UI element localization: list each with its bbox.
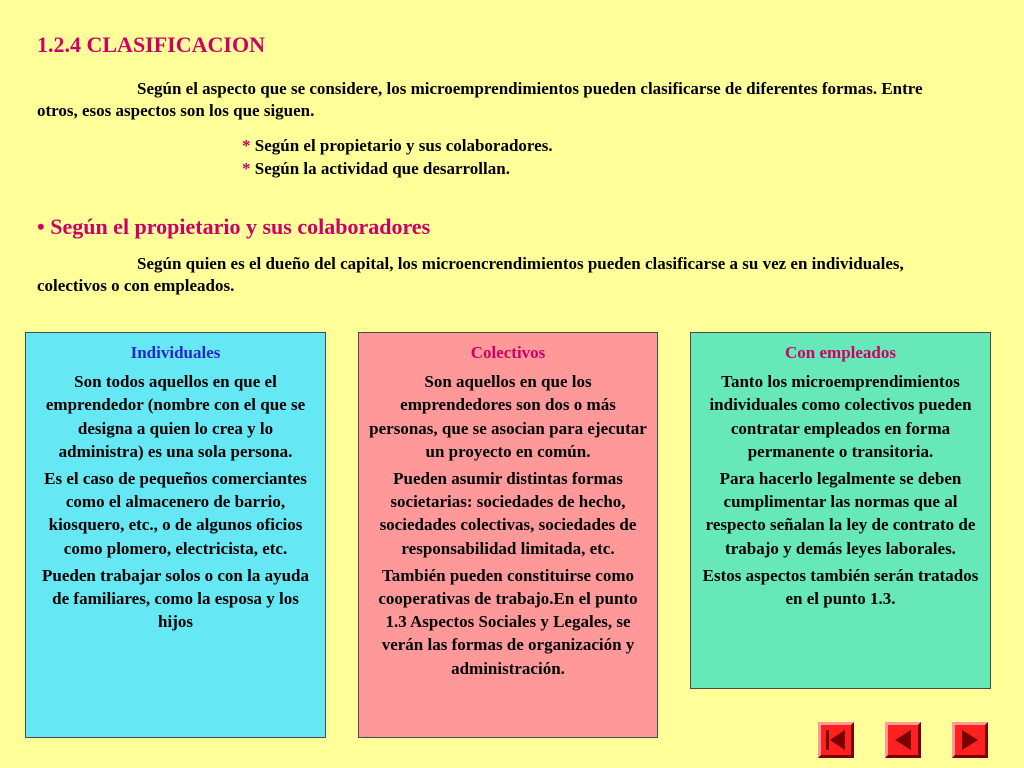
criteria-text: Según la actividad que desarrollan. [254, 159, 510, 178]
section-number: 1.2.4 [37, 32, 81, 57]
box-paragraph: Es el caso de pequeños comerciantes como el almacenero de barrio, kiosquero, etc., o de algunos oficios como plomero, electricista, etc. [44, 469, 307, 558]
intro-paragraph [37, 78, 947, 122]
box-paragraph: Pueden trabajar solos o con la ayuda de familiares, como la esposa y los hijos [42, 565, 309, 632]
box-paragraph: Para hacerlo legalmente se deben cumplimentar las normas que al respecto señalan la ley de contrato de trabajo y demás leyes laborales. [705, 469, 976, 558]
box-paragraph: Estos aspectos también serán tratados en el punto 1.3. [702, 565, 979, 609]
section-title: CLASIFICACION [86, 32, 265, 57]
previous-slide-button[interactable] [885, 722, 921, 758]
box-heading: Colectivos [470, 343, 546, 362]
box-heading: Individuales [130, 343, 221, 362]
next-slide-icon [955, 725, 985, 755]
box-paragraph: Son todos aquellos en que el emprendedor (nombre con el que se designa a quien lo crea y lo administra) es una sola persona. [45, 372, 306, 461]
box-paragraph: Pueden asumir distintas formas societarias: sociedades de hecho, sociedades colectivas, sociedades de responsabilidad limitada, etc. [379, 469, 637, 558]
box-paragraph: Son aquellos en que los emprendedores son dos o más personas, que se asocian para ejecutar un proyecto en común. [369, 372, 647, 461]
box-colectivos [358, 332, 658, 738]
criteria-list [242, 134, 553, 180]
previous-slide-icon [888, 725, 918, 755]
criteria-text: Según el propietario y sus colaboradores. [254, 136, 553, 155]
box-individuales [25, 332, 326, 738]
next-slide-button[interactable] [952, 722, 988, 758]
asterisk-marker: * [242, 159, 251, 178]
box-paragraph: También pueden constituirse como cooperativas de trabajo.En el punto 1.3 Aspectos Sociales y Legales, se verán las formas de organización y administración. [378, 565, 638, 678]
first-slide-button[interactable] [818, 722, 854, 758]
section-heading: • Según el propietario y sus colaboradores [37, 214, 431, 239]
intro-text: Según el aspecto que se considere, los microemprendimientos pueden clasificarse de diferentes formas. Entre otros, esos aspectos son los que siguen. [37, 79, 923, 120]
criteria-item [242, 134, 553, 157]
first-slide-icon [821, 725, 851, 755]
page-title [37, 32, 265, 58]
box-con-empleados [690, 332, 991, 689]
section-intro-text: Según quien es el dueño del capital, los microencrendimientos pueden clasificarse a su vez en individuales, colectivos o con empleados. [37, 254, 904, 295]
criteria-item [242, 157, 553, 180]
box-heading: Con empleados [785, 343, 896, 362]
asterisk-marker: * [242, 136, 251, 155]
section-intro-paragraph [37, 253, 937, 297]
box-paragraph: Tanto los microemprendimientos individuales como colectivos pueden contratar empleados en forma permanente o transitoria. [709, 372, 972, 461]
